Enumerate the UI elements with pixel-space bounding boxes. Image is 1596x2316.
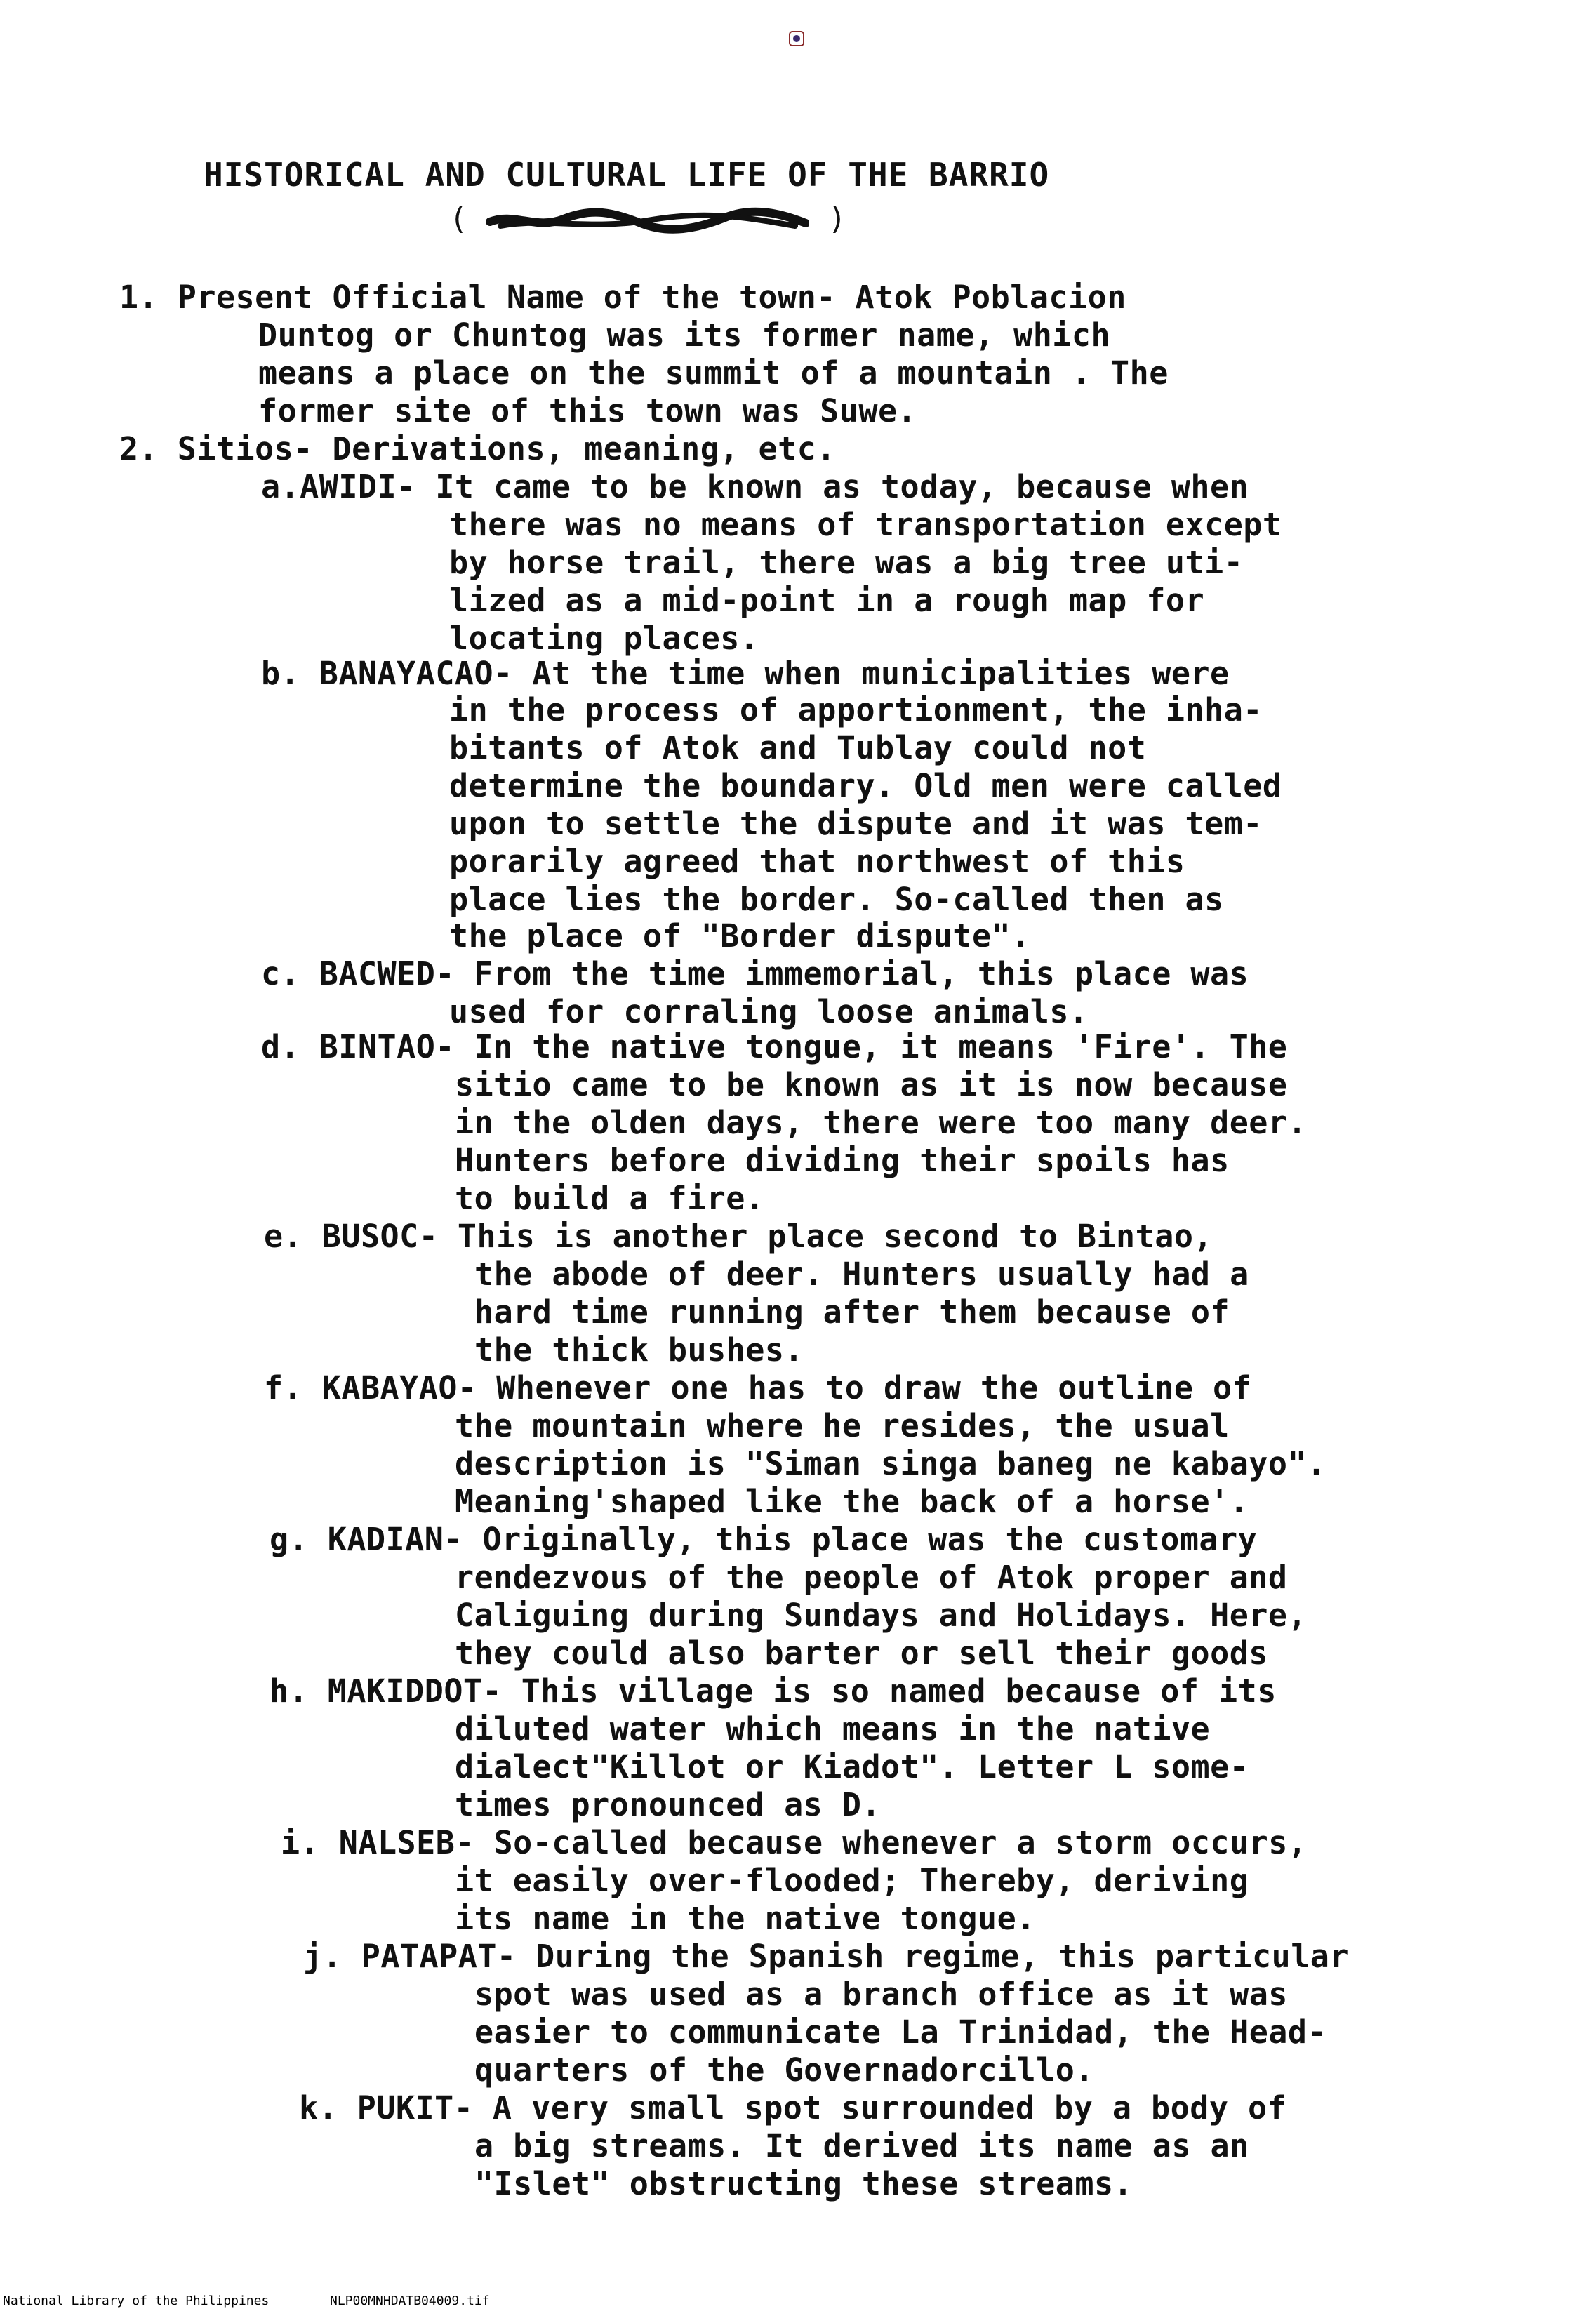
text-line: d. BINTAO- In the native tongue, it means 'Fire'. The — [261, 1028, 1288, 1065]
text-line: its name in the native tongue. — [455, 1900, 1036, 1937]
text-line: in the olden days, there were too many deer. — [455, 1104, 1308, 1141]
text-line: "Islet" obstructing these streams. — [474, 2165, 1133, 2202]
struck-subtitle: ( ) — [449, 201, 846, 237]
text-line: the abode of deer. Hunters usually had a — [474, 1256, 1249, 1293]
text-line: diluted water which means in the native — [455, 1710, 1211, 1748]
text-line: quarters of the Governadorcillo. — [474, 2051, 1094, 2089]
text-line: easier to communicate La Trinidad, the Head- — [474, 2014, 1327, 2051]
text-line: the thick bushes. — [474, 1331, 804, 1369]
text-line: it easily over-flooded; Thereby, deriving — [455, 1862, 1249, 1899]
page-title: HISTORICAL AND CULTURAL LIFE OF THE BARRIO — [204, 156, 1050, 194]
text-line: Caliguing during Sundays and Holidays. Here, — [455, 1597, 1308, 1634]
text-line: rendezvous of the people of Atok proper and — [455, 1559, 1288, 1596]
text-line: determine the boundary. Old men were called — [449, 767, 1282, 804]
text-line: there was no means of transportation except — [449, 506, 1282, 543]
text-line: by horse trail, there was a big tree uti- — [449, 544, 1244, 581]
text-line: 1. Present Official Name of the town- Atok Poblacion — [119, 279, 1126, 316]
text-line: description is "Siman singa baneg ne kabayo". — [455, 1445, 1326, 1482]
text-line: upon to settle the dispute and it was tem- — [449, 805, 1263, 842]
text-line: dialect"Killot or Kiadot". Letter L some- — [455, 1748, 1249, 1785]
text-line: k. PUKIT- A very small spot surrounded by a body of — [299, 2089, 1287, 2127]
text-line: bitants of Atok and Tublay could not — [449, 729, 1147, 766]
text-line: a big streams. It derived its name as an — [474, 2127, 1249, 2164]
text-line: in the process of apportionment, the inha- — [449, 691, 1263, 728]
text-line: lized as a mid-point in a rough map for — [449, 582, 1205, 619]
text-line: the mountain where he resides, the usual — [455, 1407, 1230, 1444]
text-line: place lies the border. So-called then as — [449, 881, 1224, 918]
seal-mark-icon — [787, 29, 806, 48]
text-line: Meaning'shaped like the back of a horse'. — [455, 1483, 1249, 1520]
struck-out-text-icon — [486, 206, 809, 234]
text-line: hard time running after them because of — [474, 1293, 1230, 1331]
text-line: g. KADIAN- Originally, this place was the customary — [270, 1521, 1258, 1558]
text-line: f. KABAYAO- Whenever one has to draw the outline of — [264, 1369, 1252, 1406]
text-line: locating places. — [449, 620, 759, 657]
text-line: porarily agreed that northwest of this — [449, 843, 1185, 880]
text-line: h. MAKIDDOT- This village is so named because of its — [270, 1672, 1277, 1710]
text-line: spot was used as a branch office as it was — [474, 1976, 1288, 2013]
text-line: they could also barter or sell their goods — [455, 1635, 1268, 1672]
text-line: times pronounced as D. — [455, 1786, 882, 1823]
text-line: Hunters before dividing their spoils has — [455, 1142, 1230, 1179]
text-line: sitio came to be known as it is now because — [455, 1066, 1288, 1103]
text-line: c. BACWED- From the time immemorial, this place was — [261, 955, 1249, 992]
text-line: e. BUSOC- This is another place second to Bintao, — [264, 1218, 1213, 1255]
text-line: used for corraling loose animals. — [449, 993, 1089, 1030]
text-line: i. NALSEB- So-called because whenever a storm occurs, — [281, 1824, 1308, 1861]
text-line: 2. Sitios- Derivations, meaning, etc. — [119, 430, 836, 467]
text-line: Duntog or Chuntog was its former name, which — [258, 317, 1111, 354]
footer-filename: NLP00MNHDATB04009.tif — [330, 2294, 490, 2308]
text-line: j. PATAPAT- During the Spanish regime, this particular — [303, 1938, 1349, 1975]
footer-library-name: National Library of the Philippines — [3, 2294, 270, 2308]
text-line: the place of "Border dispute". — [449, 917, 1030, 954]
text-line: former site of this town was Suwe. — [258, 392, 917, 430]
text-line: a.AWIDI- It came to be known as today, because when — [261, 468, 1249, 505]
text-line: b. BANAYACAO- At the time when municipalities were — [261, 655, 1230, 692]
text-line: means a place on the summit of a mountain . The — [258, 354, 1169, 392]
text-line: to build a fire. — [455, 1180, 765, 1217]
